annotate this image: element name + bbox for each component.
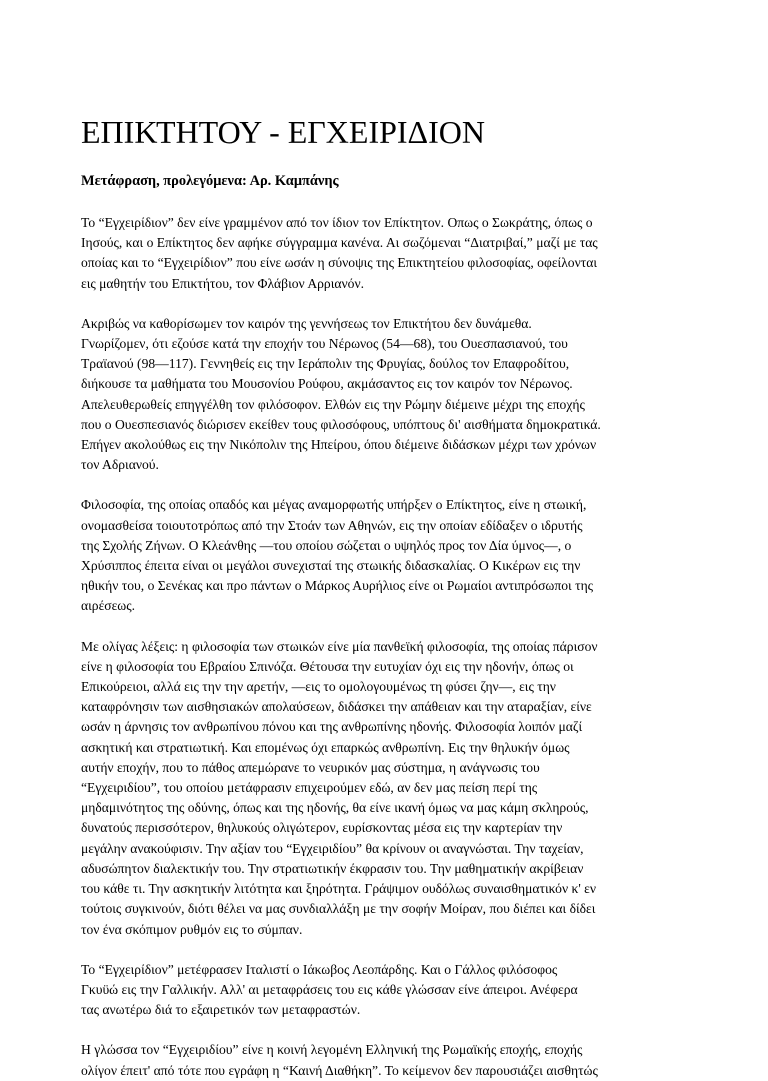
text-line: ολίγον έπειτ' από τότε που εγράφη η “Καινή Διαθήκη”. Το κείμενον δεν παρουσιάζει αισθητώς [81,1062,598,1078]
text-line: είνε η φιλοσοφία του Εβραίου Σπινόζα. Θέτουσα την ευτυχίαν όχι εις την ηδονήν, όπως οι [81,658,574,674]
text-line: αδυσώπητον διαλεκτικήν του. Την στρατιωτικήν έκφρασιν του. Την μαθηματικήν ακρίβειαν [81,860,584,876]
text-line: εις μαθητήν του Επικτήτου, τον Φλάβιον Αρριανόν. [81,275,364,291]
text-line: τας ανωτέρω διά το εξαιρετικόν των μεταφραστών. [81,1002,361,1018]
text-line: Χρύσιππος έπειτα είναι οι μεγάλοι συνεχισταί της στωικής διδασκαλίας. Ο Κικέρων εις την [81,558,581,574]
text-line: αυτήν εποχήν, που το πάθος απεμώρανε το νευρικόν μας σύστημα, η ανάγνωσις του [81,759,540,775]
paragraph-biography [81,314,685,476]
text-line: διήκουσε τα μαθήματα του Μουσονίου Ρούφου, ακμάσαντος εις τον καιρόν τον Νέρωνος. [81,376,573,392]
text-line: της Σχολής Ζήνων. Ο Κλεάνθης —του οποίου σώζεται ο υψηλός προς τον Δία ύμνος—, ο [81,537,572,553]
text-line: τούτοις συγκινούν, διότι θέλει να μας συνδιαλλάξη με την σοφήν Μοίραν, που διέπει και δίδει [81,901,596,917]
text-line: που ο Ουεσπεσιανός διώρισεν εκείθεν τους φιλοσόφους, υπόπτους δι' αισθήματα δημοκρατικά. [81,416,601,432]
text-line: Απελευθερωθείς επηγγέλθη τον φιλόσοφον. Ελθών εις την Ρώμην διέμεινε μέχρι της εποχής [81,396,585,412]
paragraph-philosophy [81,637,685,940]
text-line: ωσάν η άρνησις τον ανθρωπίνου πόνου και της ανθρωπίνης ηδονής. Φιλοσοφία λοιπόν μαζί [81,719,583,735]
text-line: ηθικήν του, ο Σενέκας και προ πάντων ο Μάρκος Αυρήλιος είνε οι Ρωμαίοι αντιπρόσωποι της [81,578,594,594]
text-line: μηδαμινότητος της οδύνης, όπως και της ηδονής, θα είνε ικανή όμως να μας κάμη σκληρούς, [81,800,589,816]
text-line: μεγάλην ανακούφισιν. Την αξίαν του “Εγχειριδίου” θα κρίνουν οι αναγνώσται. Την ταχείαν, [81,840,584,856]
text-line: τον Αδριανού. [81,457,159,473]
text-line: Επήγεν ακολούθως εις την Νικόπολιν της Ηπείρου, όπου διέμεινε διδάσκων μέχρι των χρόνων [81,437,597,453]
text-line: Ακριβώς να καθορίσωμεν τον καιρόν της γεννήσεως τον Επικτήτου δεν δυνάμεθα. [81,315,532,331]
paragraph-stoicism [81,495,685,616]
text-line: Φιλοσοφία, της οποίας οπαδός και μέγας αναμορφωτής υπήρξεν ο Επίκτητος, είνε η στωική, [81,497,587,513]
text-line: Επικούρειοι, αλλά εις την την αρετήν, —εις το ομολογουμένως τη φύσει ζην—, εις την [81,679,556,695]
text-line: αιρέσεως. [81,598,136,614]
text-line: καταφρόνησιν των αισθησιακών απολαύσεων, διδάσκει την απάθειαν και την αταραξίαν, είνε [81,699,592,715]
text-line: τον ένα σκόπιμον ρυθμόν εις το σύμπαν. [81,921,303,937]
text-line: Η γλώσσα τον “Εγχειριδίου” είνε η κοινή λεγομένη Ελληνική της Ρωμαϊκής εποχής, εποχής [81,1042,583,1058]
text-line: Το “Εγχειρίδιον” δεν είνε γραμμένον από τον ίδιον τον Επίκτητον. Οπως ο Σωκράτης, όπως ο [81,215,593,230]
text-line: “Εγχειριδίου”, του οποίου μετάφρασιν επιχειρούμεν εδώ, αν δεν μας πείση περί της [81,780,538,796]
text-line: ονομασθείσα τοιουτοτρόπως από την Στοάν των Αθηνών, εις την οποίαν εδίδαξεν ο ιδρυτής [81,517,583,533]
text-line: Τραϊανού (98—117). Γεννηθείς εις την Ιεράπολιν της Φρυγίας, δούλος τον Επαφροδίτου, [81,356,570,372]
paragraph-translations [81,960,685,1021]
paragraph-authorship [81,213,685,294]
text-line: Γνωρίζομεν, ότι εζούσε κατά την εποχήν του Νέρωνος (54—68), του Ουεσπασιανού, του [81,336,568,352]
document-page [81,112,685,1081]
paragraph-language [81,1040,685,1080]
text-line: δυνατούς περισσότερον, θηλυκούς ολιγώτερον, ευρίσκοντας μέσα εις την καρτερίαν την [81,820,563,836]
text-line: Ιησούς, και ο Επίκτητος δεν αφήκε σύγγραμμα κανένα. Αι σωζόμεναι “Διατριβαί,” μαζί με τας [81,235,598,251]
text-line: Με ολίγας λέξεις: η φιλοσοφία των στωικών είνε μία πανθεϊκή φιλοσοφία, της οποίας πάρισον [81,638,598,654]
text-line: Γκυϋώ εις την Γαλλικήν. Αλλ' αι μεταφράσεις του εις κάθε γλώσσαν είνε άπειροι. Ανέφερα [81,981,578,997]
document-subtitle: Μετάφραση, προλεγόμενα: Αρ. Καμπάνης [81,173,339,189]
text-line: Το “Εγχειρίδιον” μετέφρασεν Ιταλιστί ο Ιάκωβος Λεοπάρδης. Και ο Γάλλος φιλόσοφος [81,961,558,977]
text-line: του κάθε τι. Την ασκητικήν λιτότητα και ξηρότητα. Γράψιμον ουδόλως συναισθηματικόν κ' εν [81,881,597,897]
text-line: οποίας και το “Εγχειρίδιον” που είνε ωσάν η σύνοψις της Επικτητείου φιλοσοφίας, οφείλονται [81,255,597,271]
text-line: ασκητική και στρατιωτική. Και επομένως όχι επαρκώς ανθρωπίνη. Εις την θηλυκήν όμως [81,739,570,755]
document-title: ΕΠΙΚΤΗΤΟΥ - ΕΓΧΕΙΡΙΔΙΟΝ [81,114,485,150]
